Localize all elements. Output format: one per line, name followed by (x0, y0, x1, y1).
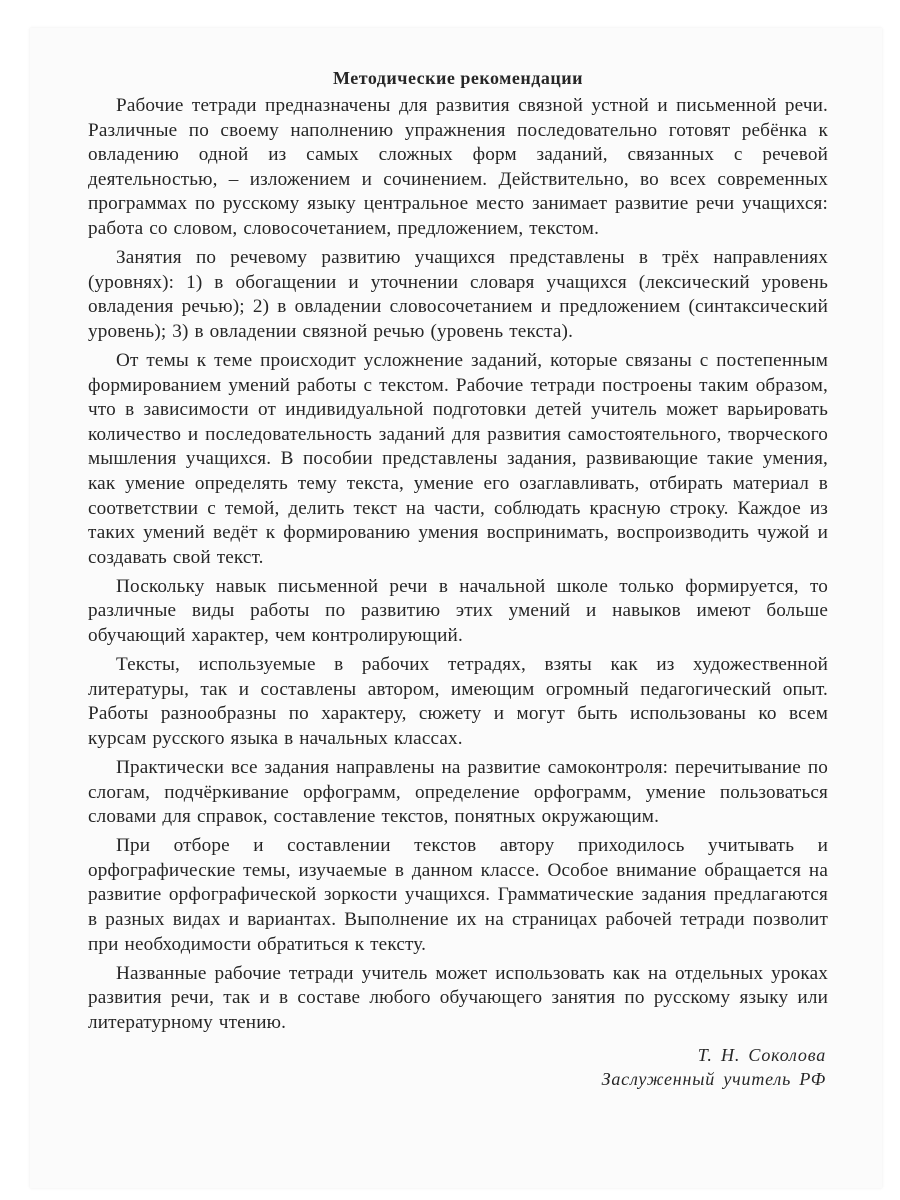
paragraph-5: Тексты, используемые в рабочих тетрадях, взяты как из художественной литературы, так и составлены автором, имеющим огромный педагогический опыт. Работы разнообразны по характеру, сюжету и могут быть использованы ко всем курсам русского языка в начальных классах. (88, 654, 828, 749)
document-body (88, 66, 828, 1091)
paragraph-6: Практически все задания направлены на развитие самоконтроля: перечитывание по слогам, подчёркивание орфограмм, определение орфограмм, умение пользоваться словами для справок, составление текстов, понятных окружающим. (88, 756, 828, 828)
paragraph-1: Рабочие тетради предназначены для развития связной устной и письменной речи. Различные по своему наполнению упражнения последовательно готовят ребёнка к овладению одной из самых сложных форм заданий, связанных с речевой деятельностью, – изложением и сочинением. Действительно, во всех современных программах по русскому языку центральное место занимает развитие речи учащихся: работа со словом, словосочетанием, предложением, текстом. (88, 95, 828, 239)
paragraph-3: От темы к теме происходит усложнение заданий, которые связаны с постепенным формированием умений работы с текстом. Рабочие тетради построены таким образом, что в зависимости от индивидуальной подготовки детей учитель может варьировать количество и последовательность заданий для развития самостоятельного, творческого мышления учащихся. В пособии представлены задания, развивающие такие умения, как умение определять тему текста, умение его озаглавливать, отбирать материал в соответствии с темой, делить текст на части, соблюдать красную строку. Каждое из таких умений ведёт к формированию умения воспринимать, воспроизводить чужой и создавать свой текст. (88, 349, 828, 568)
paragraph-7: При отборе и составлении текстов автору приходилось учитывать и орфографические темы, изучаемые в данном классе. Особое внимание обращается на развитие орфографической зоркости учащихся. Грамматические задания предлагаются в разных видах и вариантах. Выполнение их на страницах рабочей тетради позволит при необходимости обратиться к тексту. (88, 835, 828, 955)
paragraph-8: Названные рабочие тетради учитель может использовать как на отдельных уроках развития речи, так и в составе любого обучающего занятия по русскому языку или литературному чтению. (88, 962, 828, 1033)
document-title: Методические рекомендации (332, 68, 583, 88)
paragraph-4: Поскольку навык письменной речи в начальной школе только формируется, то различные виды работы по развитию этих умений и навыков имеют больше обучающий характер, чем контролирующий. (88, 575, 828, 646)
paragraph-2: Занятия по речевому развитию учащихся представлены в трёх направлениях (уровнях): 1) в обогащении и уточнении словаря учащихся (лексический уровень овладения речью); 2) в овладении словосочетанием и предложением (синтаксический уровень); 3) в овладении связной речью (уровень текста). (88, 247, 828, 342)
signature-role: Заслуженный учитель РФ (601, 1069, 826, 1090)
signature-author: Т. Н. Соколова (697, 1045, 826, 1066)
